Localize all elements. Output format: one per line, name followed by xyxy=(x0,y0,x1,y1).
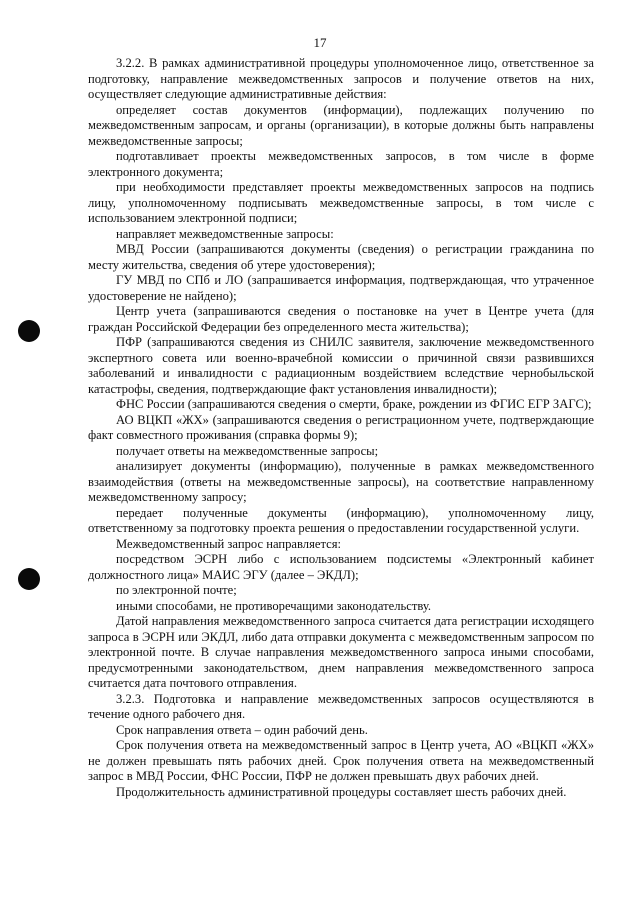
paragraph: по электронной почте; xyxy=(116,583,237,597)
paragraph: передает полученные документы (информацию), уполномоченному лицу, ответственному за подготовку проекта решения о предоставлении государственной услуги. xyxy=(88,505,594,535)
punch-hole-bottom xyxy=(18,568,40,590)
paragraph: анализирует документы (информацию), полученные в рамках межведомственного взаимодействия (ответы на межведомственные запросы), на соответствие направленному межведомственному запросу; xyxy=(88,459,594,504)
punch-hole-top xyxy=(18,320,40,342)
paragraph: Срок получения ответа на межведомственный запрос в Центр учета, АО «ВЦКП «ЖХ» не должен превышать пять рабочих дней. Срок получения ответа на межведомственный запрос в МВД России, ФНС России, ПФР не должен превышать двух рабочих дней. xyxy=(88,738,594,783)
paragraph: подготавливает проекты межведомственных запросов, в том числе в форме электронного документа; xyxy=(88,149,594,179)
paragraph: Центр учета (запрашиваются сведения о постановке на учет в Центре учета (для граждан Российской Федерации без определенного места жительства); xyxy=(88,304,594,334)
paragraph: посредством ЭСРН либо с использованием подсистемы «Электронный кабинет должностного лица» МАИС ЭГУ (далее – ЭКДЛ); xyxy=(88,552,594,582)
paragraph: ПФР (запрашиваются сведения из СНИЛС заявителя, заключение межведомственного экспертного совета или военно-врачебной комиссии о причинной связи развившихся заболеваний и инвалидности с радиационным воздействием вследствие чернобыльской катастрофы, сведения, подтверждающие факт установления инвалидности); xyxy=(88,335,594,396)
paragraph: ФНС России (запрашиваются сведения о смерти, браке, рождении из ФГИС ЕГР ЗАГС); xyxy=(116,397,592,411)
paragraph: 3.2.3. Подготовка и направление межведомственных запросов осуществляются в течение одного рабочего дня. xyxy=(88,691,594,721)
paragraph: АО ВЦКП «ЖХ» (запрашиваются сведения о регистрационном учете, подтверждающие факт совместного проживания (справка формы 9); xyxy=(88,412,594,442)
paragraph: получает ответы на межведомственные запросы; xyxy=(116,443,379,458)
paragraph: направляет межведомственные запросы: xyxy=(116,226,334,241)
paragraph: ГУ МВД по СПб и ЛО (запрашивается информация, подтверждающая, что утраченное удостоверение не найдено); xyxy=(88,273,594,303)
paragraph: Датой направления межведомственного запроса считается дата регистрации исходящего запроса в ЭСРН или ЭКДЛ, либо дата отправки документа с межведомственным запросом по электронной почте. В случае направления межведомственного запроса иными способами, предусмотренными законодательством, днем направления межведомственного запроса считается дата почтового отправления. xyxy=(88,614,594,690)
paragraph: 3.2.2. В рамках административной процедуры уполномоченное лицо, ответственное за подготовку, направление межведомственных запросов и получение ответов на них, осуществляет следующие административные действия: xyxy=(88,56,594,101)
paragraph: Межведомственный запрос направляется: xyxy=(116,536,341,551)
page-number: 17 xyxy=(313,35,327,50)
paragraph: МВД России (запрашиваются документы (сведения) о регистрации гражданина по месту жительства, сведения об утере удостоверения); xyxy=(88,242,594,272)
paragraph: определяет состав документов (информации), подлежащих получению по межведомственным запросам, и органы (организации), в которые должны быть направлены межведомственные запросы; xyxy=(88,102,594,148)
paragraph: Продолжительность административной процедуры составляет шесть рабочих дней. xyxy=(116,784,567,799)
document-body xyxy=(88,56,594,800)
paragraph: иными способами, не противоречащими законодательству. xyxy=(116,598,432,613)
paragraph: при необходимости представляет проекты межведомственных запросов на подпись лицу, уполномоченному подписывать межведомственные запросы, в том числе с использованием электронной подписи; xyxy=(88,180,594,225)
paragraph: Срок направления ответа – один рабочий день. xyxy=(116,722,368,737)
